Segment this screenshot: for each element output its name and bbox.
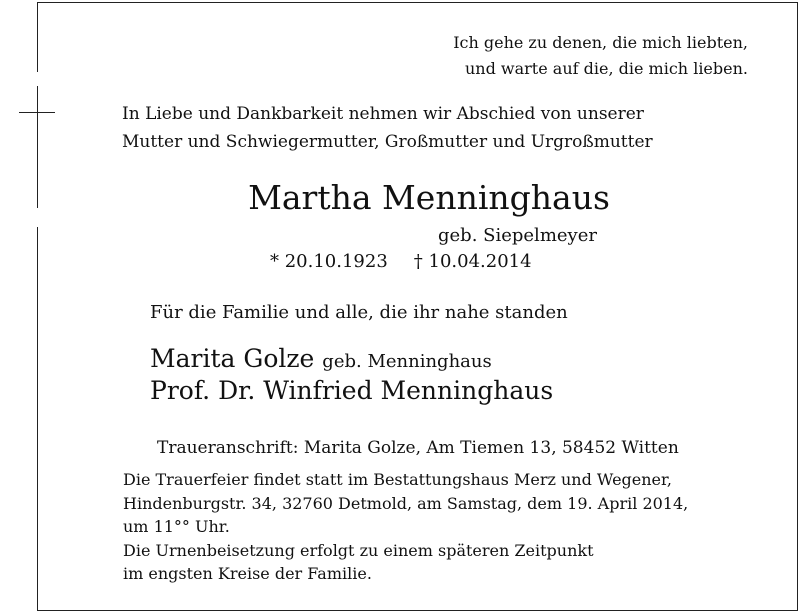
frame-top-border — [37, 2, 798, 3]
motto-line-1: Ich gehe zu denen, die mich liebten, — [453, 33, 748, 52]
service-info-line-1: Die Trauerfeier findet statt im Bestattungshaus Merz und Wegener, — [123, 470, 672, 489]
service-info-line-2: Hindenburgstr. 34, 32760 Detmold, am Samstag, dem 19. April 2014, — [123, 494, 689, 513]
service-info-line-4: Die Urnenbeisetzung erfolgt zu einem späteren Zeitpunkt — [123, 541, 594, 560]
cross-horizontal-bar — [19, 112, 55, 113]
frame-left-border-upper — [37, 2, 38, 72]
intro-line-1: In Liebe und Dankbarkeit nehmen wir Abschied von unserer — [122, 104, 644, 124]
mourner-1 — [150, 344, 492, 373]
mourner-name: Marita Golze — [150, 344, 315, 373]
service-info-line-3: um 11°° Uhr. — [123, 517, 230, 536]
frame-bottom-border — [37, 610, 798, 611]
birth-name: geb. Siepelmeyer — [438, 225, 597, 246]
motto-line-2: und warte auf die, die mich lieben. — [464, 59, 748, 78]
frame-left-border-lower — [37, 227, 38, 611]
service-info-line-5: im engsten Kreise der Familie. — [123, 564, 372, 583]
mourner-note: geb. Menninghaus — [322, 351, 492, 372]
mourner-name: Prof. Dr. Winfried Menninghaus — [150, 376, 554, 405]
frame-right-border — [797, 2, 798, 611]
deceased-name: Martha Menninghaus — [248, 178, 610, 217]
birth-date: * 20.10.1923 — [270, 251, 388, 272]
mourner-2 — [150, 376, 553, 406]
family-line: Für die Familie und alle, die ihr nahe standen — [150, 302, 568, 323]
life-dates — [270, 251, 532, 272]
mourning-address: Traueranschrift: Marita Golze, Am Tiemen 13, 58452 Witten — [157, 438, 679, 458]
intro-line-2: Mutter und Schwiegermutter, Großmutter und Urgroßmutter — [122, 132, 653, 152]
death-date: † 10.04.2014 — [413, 251, 532, 272]
